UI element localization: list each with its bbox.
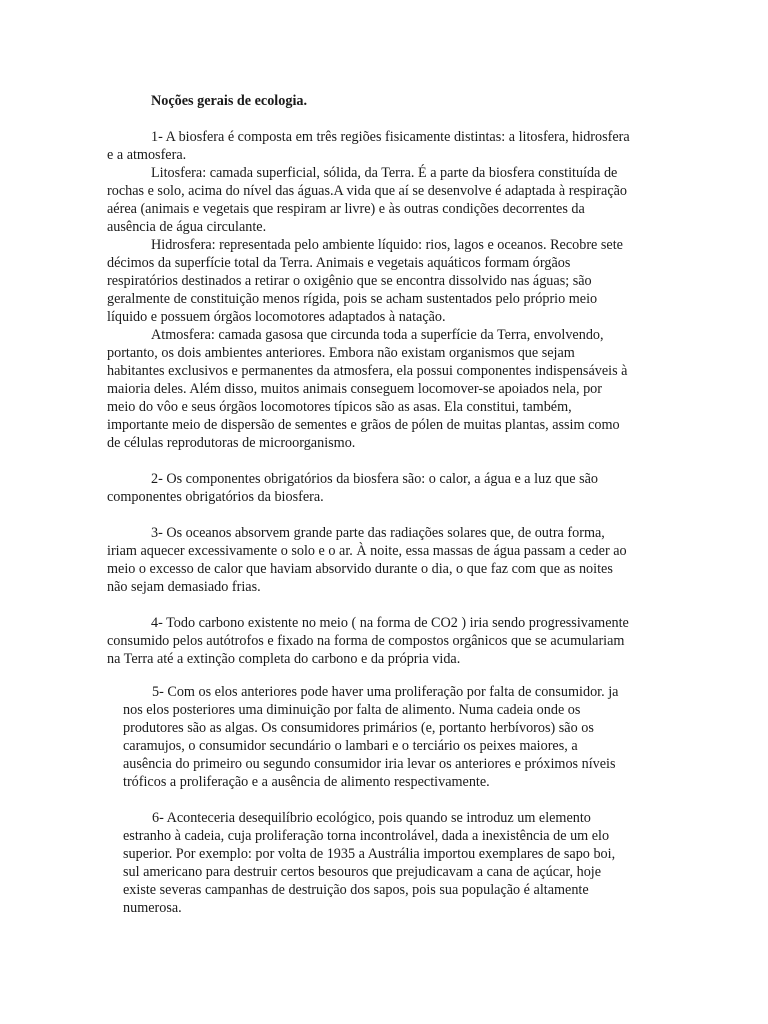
text-line: aérea (animais e vegetais que respiram ar livre) e às outras condições decorrentes da: [107, 201, 585, 217]
text-line: consumido pelos autótrofos e fixado na forma de compostos orgânicos que se acumulariam: [107, 633, 625, 649]
text-line: 3- Os oceanos absorvem grande parte das radiações solares que, de outra forma,: [151, 525, 605, 541]
text-line: ausência de água circulante.: [107, 219, 267, 235]
text-line: Atmosfera: camada gasosa que circunda toda a superfície da Terra, envolvendo,: [151, 327, 604, 343]
text-line: Hidrosfera: representada pelo ambiente líquido: rios, lagos e oceanos. Recobre sete: [151, 237, 623, 253]
paragraph-4: [107, 614, 667, 668]
text-line: ausência do primeiro ou segundo consumidor iria levar os anteriores e próximos níveis: [123, 756, 616, 772]
text-line: estranho à cadeia, cuja proliferação torna incontrolável, dada a inexistência de um elo: [123, 828, 610, 844]
paragraph-3: [107, 524, 667, 596]
paragraph-6: [123, 809, 668, 917]
text-line: décimos da superfície total da Terra. Animais e vegetais aquáticos formam órgãos: [107, 255, 571, 271]
text-line: na Terra até a extinção completa do carbono e da própria vida.: [107, 651, 461, 667]
text-line: Litosfera: camada superficial, sólida, da Terra. É a parte da biosfera constituída de: [151, 165, 618, 181]
text-line: não sejam demasiado frias.: [107, 579, 261, 595]
text-line: nos elos posteriores uma diminuição por falta de alimento. Numa cadeia onde os: [123, 702, 581, 718]
document-body-indented: [123, 683, 668, 935]
page-title: Noções gerais de ecologia.: [151, 93, 308, 109]
text-line: habitantes exclusivos e permanentes da atmosfera, ela possui componentes indispensáveis à: [107, 363, 628, 379]
text-line: meio do vôo e seus órgãos locomotores típicos são as asas. Ela constitui, também,: [107, 399, 572, 415]
text-line: tróficos a proliferação e a ausência de alimento respectivamente.: [123, 774, 490, 790]
text-line: 2- Os componentes obrigatórios da biosfera são: o calor, a água e a luz que são: [151, 471, 598, 487]
paragraph-5: [123, 683, 668, 791]
text-line: 6- Aconteceria desequilíbrio ecológico, pois quando se introduz um elemento: [152, 810, 591, 826]
document-body: [107, 128, 667, 686]
text-line: produtores são as algas. Os consumidores primários (e, portanto herbívoros) são os: [123, 720, 594, 736]
text-line: e a atmosfera.: [107, 147, 187, 163]
text-line: numerosa.: [123, 900, 182, 916]
text-line: rochas e solo, acima do nível das águas.A vida que aí se desenvolve é adaptada à respiração: [107, 183, 628, 199]
text-line: portanto, os dois ambientes anteriores. Embora não existam organismos que sejam: [107, 345, 575, 361]
text-line: 5- Com os elos anteriores pode haver uma proliferação por falta de consumidor. ja: [152, 684, 619, 700]
text-line: 1- A biosfera é composta em três regiões fisicamente distintas: a litosfera, hidrosfera: [151, 129, 630, 145]
paragraph-1: [107, 128, 667, 452]
text-line: importante meio de dispersão de sementes e grãos de pólen de muitas plantas, assim como: [107, 417, 620, 433]
text-line: caramujos, o consumidor secundário o lambari e o terciário os peixes maiores, a: [123, 738, 578, 754]
text-line: componentes obrigatórios da biosfera.: [107, 489, 324, 505]
paragraph-2: [107, 470, 667, 506]
text-line: iriam aquecer excessivamente o solo e o ar. À noite, essa massas de água passam a ceder ao: [107, 543, 627, 559]
text-line: respiratórios destinados a retirar o oxigênio que se encontra dissolvido nas águas; são: [107, 273, 592, 289]
text-line: maioria deles. Além disso, muitos animais conseguem locomover-se apoiados nela, por: [107, 381, 602, 397]
text-line: de células reprodutoras de microorganismo.: [107, 435, 356, 451]
text-line: líquido e possuem órgãos locomotores adaptados à natação.: [107, 309, 446, 325]
text-line: existe severas campanhas de destruição dos sapos, pois sua população é altamente: [123, 882, 589, 898]
text-line: geralmente de constituição menos rígida, pois se acham sustentados pelo próprio meio: [107, 291, 598, 307]
text-line: meio o excesso de calor que haviam absorvido durante o dia, o que faz com que as noites: [107, 561, 613, 577]
text-line: sul americano para destruir certos besouros que prejudicavam a cana de açúcar, hoje: [123, 864, 602, 880]
text-line: 4- Todo carbono existente no meio ( na forma de CO2 ) iria sendo progressivamente: [151, 615, 629, 631]
text-line: superior. Por exemplo: por volta de 1935 a Austrália importou exemplares de sapo boi,: [123, 846, 616, 862]
